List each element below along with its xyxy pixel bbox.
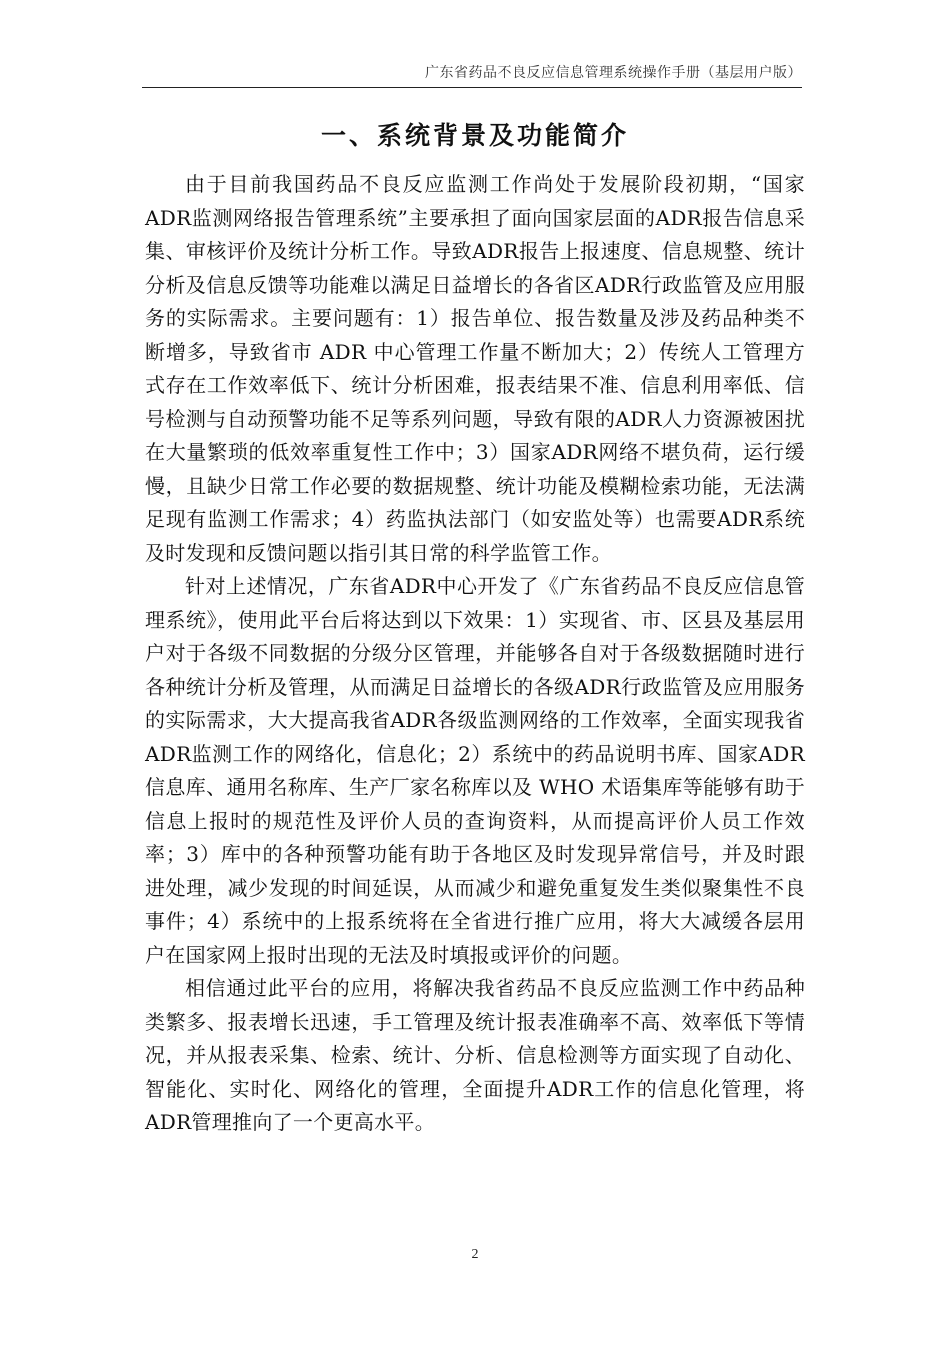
paragraph-effects: 针对上述情况，广东省ADR中心开发了《广东省药品不良反应信息管理系统》，使用此平台后将达到以下效果：1）实现省、市、区县及基层用户对于各级不同数据的分级分区管理，并能够各自对于各级数据随时进行各种统计分析及管理，从而满足日益增长的各级ADR行政监管及应用服务的实际需求，大大提高我省ADR各级监测网络的工作效率，全面实现我省ADR监测工作的网络化，信息化；2）系统中的药品说明书库、国家ADR信息库、通用名称库、生产厂家名称库以及 WHO 术语集库等能够有助于信息上报时的规范性及评价人员的查询资料，从而提高评价人员工作效率；3）库中的各种预警功能有助于各地区及时发现异常信号，并及时跟进处理，减少发现的时间延误，从而减少和避免重复发生类似聚集性不良事件；4）系统中的上报系统将在全省进行推广应用，将大大减缓各层用户在国家网上报时出现的无法及时填报或评价的问题。 bbox=[145, 574, 805, 967]
page-number: 2 bbox=[471, 1247, 479, 1262]
header-rule bbox=[142, 87, 802, 88]
paragraph-conclusion: 相信通过此平台的应用，将解决我省药品不良反应监测工作中药品种类繁多、报表增长迅速，手工管理及统计报表准确率不高、效率低下等情况，并从报表采集、检索、统计、分析、信息检测等方面实现了自动化、智能化、实时化、网络化的管理，全面提升ADR工作的信息化管理，将ADR管理推向了一个更高水平。 bbox=[145, 976, 805, 1134]
body-text bbox=[145, 168, 805, 1140]
running-header: 广东省药品不良反应信息管理系统操作手册（基层用户版） bbox=[425, 65, 802, 81]
paragraph-background: 由于目前我国药品不良反应监测工作尚处于发展阶段初期，“国家ADR监测网络报告管理系统”主要承担了面向国家层面的ADR报告信息采集、审核评价及统计分析工作。导致ADR报告上报速度、信息规整、统计分析及信息反馈等功能难以满足日益增长的各省区ADR行政监管及应用服务的实际需求。主要问题有：1）报告单位、报告数量及涉及药品种类不断增多，导致省市 ADR 中心管理工作量不断加大；2）传统人工管理方式存在工作效率低下、统计分析困难，报表结果不准、信息利用率低、信号检测与自动预警功能不足等系列问题，导致有限的ADR人力资源被困扰在大量繁琐的低效率重复性工作中；3）国家ADR网络不堪负荷，运行缓慢，且缺少日常工作必要的数据规整、统计功能及模糊检索功能，无法满足现有监测工作需求；4）药监执法部门（如安监处等）也需要ADR系统及时发现和反馈问题以指引其日常的科学监管工作。 bbox=[145, 172, 805, 565]
section-title: 一、系统背景及功能简介 bbox=[320, 121, 629, 150]
